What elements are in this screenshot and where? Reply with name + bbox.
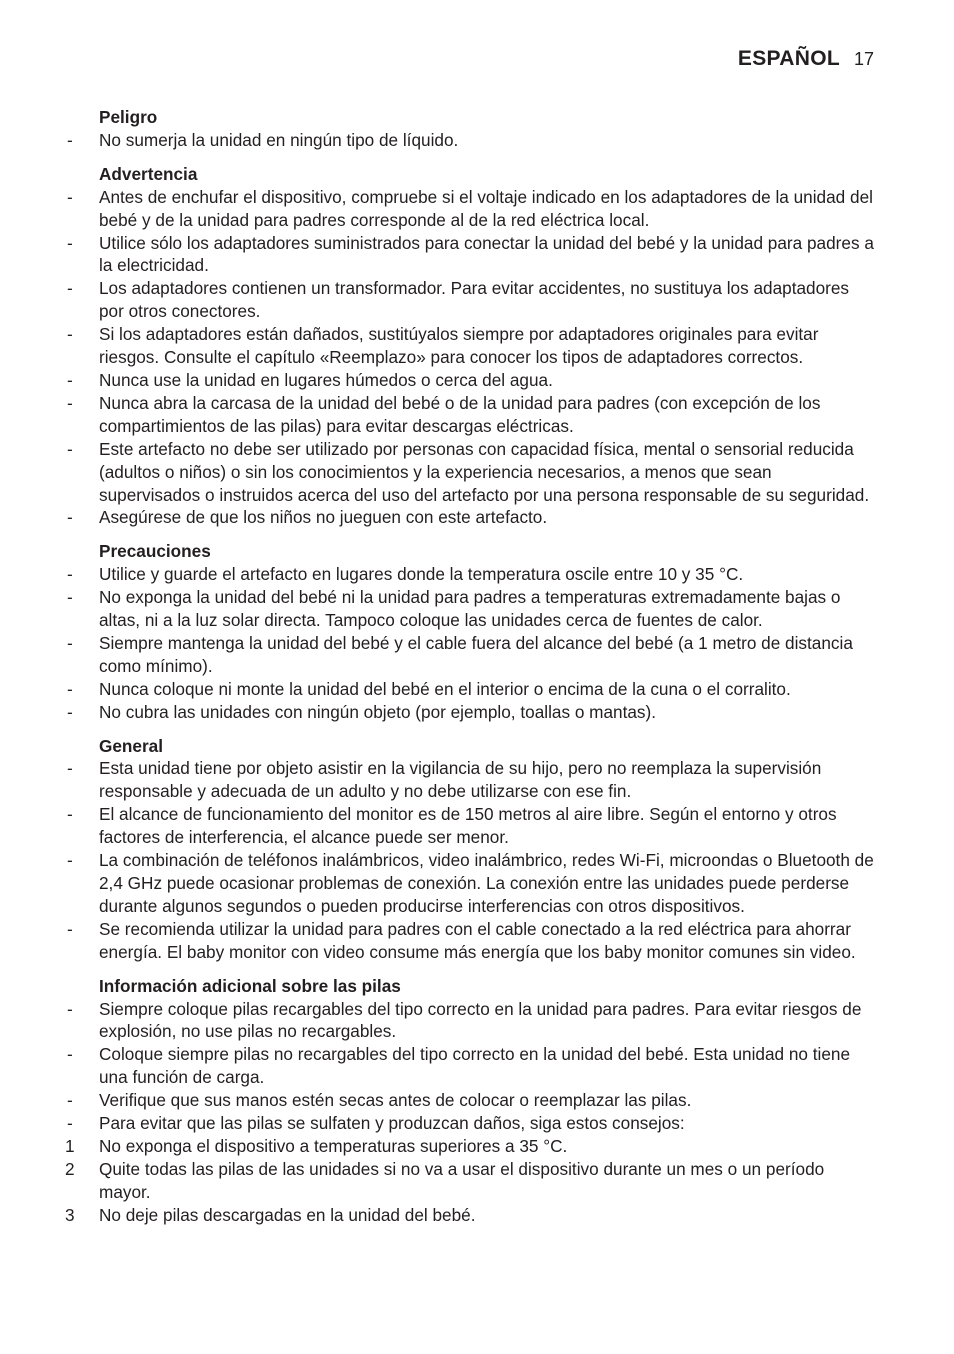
- list-marker: -: [67, 129, 73, 150]
- section-heading: Información adicional sobre las pilas: [99, 975, 401, 996]
- page-header: [738, 47, 874, 71]
- section: [62, 975, 874, 1227]
- document-body: [62, 106, 874, 1238]
- list-item-text: Utilice y guarde el artefacto en lugares donde la temperatura oscile entre 10 y 35 °C.: [99, 564, 744, 585]
- list-item-text: Este artefacto no debe ser utilizado por personas con capacidad física, mental o sensorial reducida (adultos o niños) o sin los conocimientos y la experiencia necesarios, a menos que sean supervisados o instruidos acerca del uso del artefacto por una persona responsable de su seguridad.: [99, 438, 870, 505]
- list-item: [62, 277, 874, 323]
- list-item: [62, 186, 874, 232]
- list-marker: 2: [65, 1158, 75, 1179]
- list-item: [62, 803, 874, 849]
- list-item: [62, 632, 874, 678]
- list-marker: -: [67, 564, 73, 585]
- list-marker: -: [67, 918, 73, 939]
- list-item: [62, 757, 874, 803]
- list-item-text: Antes de enchufar el dispositivo, compruebe si el voltaje indicado en los adaptadores de la unidad del bebé y de la unidad para padres corresponde al de la red eléctrica local.: [99, 186, 873, 230]
- list-marker: -: [67, 1113, 73, 1134]
- list-marker: -: [67, 678, 73, 699]
- list-marker: -: [67, 392, 73, 413]
- list-marker: -: [67, 998, 73, 1019]
- list-item-text: El alcance de funcionamiento del monitor es de 150 metros al aire libre. Según el entorno y otros factores de interferencia, el alcance puede ser menor.: [99, 804, 837, 848]
- list-marker: -: [67, 278, 73, 299]
- list-marker: -: [67, 232, 73, 253]
- list-item-text: Verifique que sus manos estén secas antes de colocar o reemplazar las pilas.: [99, 1090, 692, 1111]
- list-marker: -: [67, 438, 73, 459]
- list-item: [62, 998, 874, 1044]
- list-marker: -: [67, 758, 73, 779]
- list-item-text: Esta unidad tiene por objeto asistir en la vigilancia de su hijo, pero no reemplaza la supervisión responsable y adecuada de un adulto y no debe utilizarse con ese fin.: [99, 758, 822, 802]
- list-item-text: Si los adaptadores están dañados, sustitúyalos siempre por adaptadores originales para evitar riesgos. Consulte el capítulo «Reemplazo» para conocer los tipos de adaptadores correctos.: [99, 324, 819, 368]
- list-marker: -: [67, 632, 73, 653]
- list-item-text: No exponga el dispositivo a temperaturas superiores a 35 °C.: [99, 1135, 568, 1156]
- list-marker: 3: [65, 1204, 75, 1225]
- section: [62, 735, 874, 964]
- list-marker: -: [67, 186, 73, 207]
- list-item: [62, 1043, 874, 1089]
- list-item: [62, 918, 874, 964]
- list-item: [62, 1135, 874, 1158]
- list-item-text: No sumerja la unidad en ningún tipo de líquido.: [99, 129, 459, 150]
- language-label: ESPAÑOL: [737, 47, 840, 70]
- list-marker: -: [67, 1044, 73, 1065]
- list-item-text: Nunca abra la carcasa de la unidad del bebé o de la unidad para padres (con excepción de los compartimientos de las pilas) para evitar descargas eléctricas.: [99, 392, 821, 436]
- section: [62, 540, 874, 723]
- list-marker: -: [67, 507, 73, 528]
- list-item-text: Los adaptadores contienen un transformador. Para evitar accidentes, no sustituya los adaptadores por otros conectores.: [99, 278, 850, 322]
- list-item: [62, 323, 874, 369]
- list-item-text: Para evitar que las pilas se sulfaten y produzcan daños, siga estos consejos:: [99, 1113, 685, 1134]
- list-marker: -: [67, 701, 73, 722]
- list-marker: 1: [65, 1135, 75, 1156]
- section-heading: General: [99, 735, 164, 756]
- list-item-text: Siempre coloque pilas recargables del tipo correcto en la unidad para padres. Para evitar riesgos de explosión, no use pilas no recargables.: [99, 998, 862, 1042]
- list-item: [62, 129, 874, 152]
- list-marker: -: [67, 1090, 73, 1111]
- section-heading: Advertencia: [99, 163, 198, 184]
- list-item-text: Se recomienda utilizar la unidad para padres con el cable conectado a la red eléctrica para ahorrar energía. El baby monitor con video consume más energía que los baby monitor comunes sin video.: [99, 918, 856, 962]
- list-item-text: La combinación de teléfonos inalámbricos, video inalámbrico, redes Wi-Fi, microondas o Bluetooth de 2,4 GHz puede ocasionar problemas de conexión. La conexión entre las unidades puede perderse durante algunos segundos o pueden producirse interferencias con otros dispositivos.: [99, 850, 874, 916]
- list-item-text: Asegúrese de que los niños no jueguen con este artefacto.: [99, 507, 548, 528]
- list-item: [62, 1204, 874, 1227]
- list-item: [62, 392, 874, 438]
- list-item: [62, 701, 874, 724]
- list-item: [62, 369, 874, 392]
- list-item-text: No exponga la unidad del bebé ni la unidad para padres a temperaturas extremadamente bajas o altas, ni a la luz solar directa. Tampoco coloque las unidades cerca de fuentes de calor.: [99, 587, 841, 631]
- list-marker: -: [67, 369, 73, 390]
- list-marker: -: [67, 587, 73, 608]
- list-item: [62, 678, 874, 701]
- section: [62, 106, 874, 152]
- list-item-text: Nunca use la unidad en lugares húmedos o cerca del agua.: [99, 369, 553, 390]
- list-item-text: Utilice sólo los adaptadores suministrados para conectar la unidad del bebé y la unidad para padres a la electricidad.: [99, 232, 874, 276]
- list-item: [62, 232, 874, 278]
- list-item: [62, 1158, 874, 1204]
- list-item: [62, 1112, 874, 1135]
- list-item-text: No cubra las unidades con ningún objeto (por ejemplo, toallas o mantas).: [99, 701, 657, 722]
- list-item: [62, 1089, 874, 1112]
- list-marker: -: [67, 850, 73, 871]
- list-item: [62, 563, 874, 586]
- page-number: 17: [853, 49, 874, 69]
- list-item-text: Siempre mantenga la unidad del bebé y el cable fuera del alcance del bebé (a 1 metro de distancia como mínimo).: [99, 632, 853, 676]
- section-heading: Peligro: [99, 107, 158, 127]
- list-marker: -: [67, 324, 73, 345]
- list-item-text: No deje pilas descargadas en la unidad del bebé.: [99, 1204, 476, 1225]
- list-item: [62, 438, 874, 507]
- section-heading: Precauciones: [99, 541, 211, 562]
- list-item: [62, 506, 874, 529]
- section: [62, 163, 874, 530]
- list-item: [62, 849, 874, 918]
- list-item-text: Quite todas las pilas de las unidades si no va a usar el dispositivo durante un mes o un período mayor.: [99, 1158, 825, 1202]
- list-item-text: Coloque siempre pilas no recargables del tipo correcto en la unidad del bebé. Esta unidad no tiene una función de carga.: [99, 1044, 851, 1088]
- list-item: [62, 586, 874, 632]
- list-marker: -: [67, 804, 73, 825]
- list-item-text: Nunca coloque ni monte la unidad del bebé en el interior o encima de la cuna o el corralito.: [99, 678, 791, 699]
